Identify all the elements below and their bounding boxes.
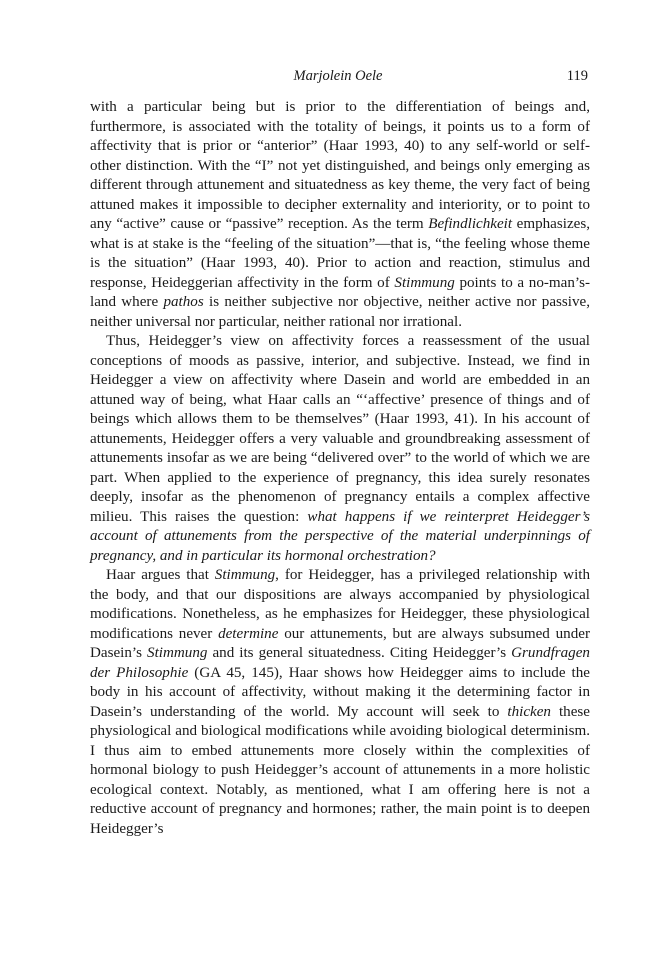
paragraph (90, 98, 590, 332)
text-run: emphasizes, what is at stake is the “feeling of the situation”—that is, “the feeling whose theme is the situation” (Haar 1993, 40). Prior to action and reaction, stimulus and response, Heideggerian affectivity in the form of (90, 216, 590, 291)
text-run: is neither subjective nor objective, neither active nor passive, neither universal nor particular, neither rational nor irrational. (90, 294, 591, 330)
paragraph (90, 332, 590, 566)
italic-text: what happens if we reinterpret Heidegger’s account of attunements from the perspective of the material underpinnings of pregnancy, and in particular its hormonal orchestration? (90, 508, 590, 564)
italic-text: Stimmung (147, 645, 208, 661)
italic-text: pathos (163, 294, 204, 310)
running-head: Marjolein Oele (293, 68, 383, 84)
text-run: our attunements, but are always subsumed under Dasein’s (90, 625, 590, 661)
italic-text: Befindlichkeit (428, 216, 513, 232)
page-number: 119 (566, 68, 588, 84)
paragraph (90, 566, 590, 839)
text-run: (GA 45, 145), Haar shows how Heidegger aims to include the body in his account of affectivity, without making it the determining factor in Dasein’s understanding of the world. My account will seek to (90, 664, 590, 720)
body-text (90, 98, 590, 839)
text-run: Thus, Heidegger’s view on affectivity forces a reassessment of the usual conceptions of moods as passive, interior, and subjective. Instead, we find in Heidegger a view on affectivity where Dasein and world are embedded in an attuned way of being, what Haar calls an “‘affective’ presence of things and of beings which allows them to be themselves” (Haar 1993, 41). In his account of attunements, Heidegger offers a very valuable and groundbreaking assessment of attunements insofar as we are being “delivered over” to the world of which we are part. When applied to the experience of pregnancy, this idea surely resonates deeply, insofar as the phenomenon of pregnancy entails a complex affective milieu. This raises the question: (90, 333, 590, 525)
text-run: and its general situatedness. Citing Heidegger’s (207, 645, 512, 661)
italic-text: determine (218, 625, 279, 642)
page-header (88, 68, 588, 90)
text-run: with a particular being but is prior to the differentiation of beings and, furthermore, is associated with the totality of beings, it points us to a form of affectivity that is prior or “anterior” (Haar 1993, 40) to any self-world or self-other distinction. With the “I” not yet distinguished, and beings only emerging as different through attunement and situatedness as key theme, the very fact of being attuned makes it impossible to decipher externality and interiority, or to point to any “active” cause or “passive” reception. As the term (90, 99, 590, 232)
text-run: points to a no-man’s-land where (90, 274, 590, 310)
italic-text: thicken (507, 703, 551, 720)
italic-text: Stimmung (394, 274, 455, 291)
text-run: these physiological and biological modifications while avoiding biological determinism. I thus aim to embed attunements more closely within the complexities of hormonal biology to push Heidegger’s account of attunements in a more holistic ecological context. Notably, as mentioned, what I am offering here is not a reductive account of pregnancy and hormones; rather, the main point is to deepen Heidegger’s (90, 703, 590, 837)
italic-text: Stimmung (214, 567, 276, 583)
italic-text: Grundfragen der Philosophie (90, 645, 590, 681)
text-run: Haar argues that (106, 567, 215, 583)
text-run: , for Heidegger, has a privileged relationship with the body, and that our dispositions are always accompanied by physiological modifications. Nonetheless, as he emphasizes for Heidegger, these physiological modifications never (90, 567, 591, 642)
